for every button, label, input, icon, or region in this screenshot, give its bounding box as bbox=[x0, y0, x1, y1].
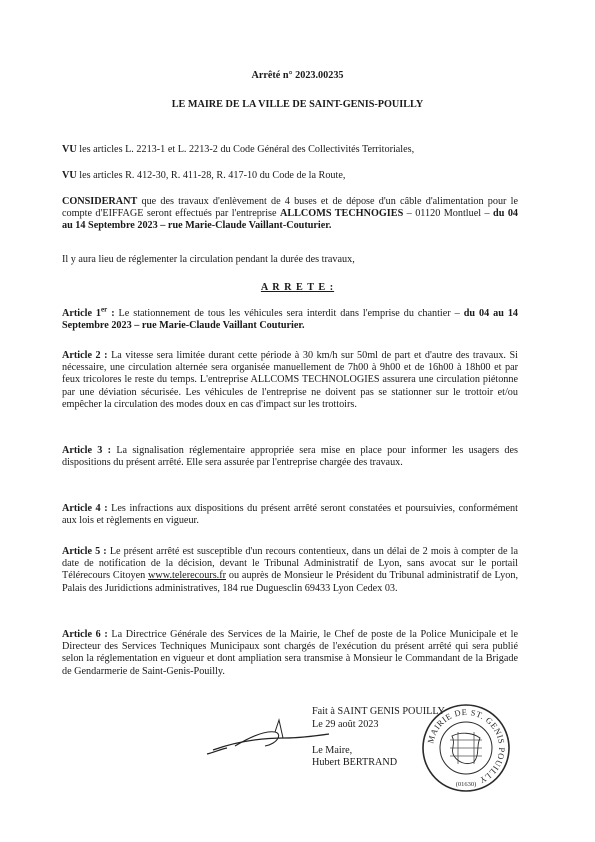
vu-label-2: VU bbox=[62, 170, 77, 181]
article-5-text-2: ou auprès de Monsieur le Président du Tribunal administratif de Lyon, Palais des Juridictions administratives, 184 rue Duguesclin 69433 Lyon Cedex 03. bbox=[62, 570, 518, 594]
article-1-sup: er bbox=[101, 305, 108, 314]
considerant-company: ALLCOMS TECHNOGIES bbox=[279, 208, 404, 220]
article-6 bbox=[62, 629, 518, 678]
article-4 bbox=[62, 503, 518, 527]
mairie-stamp bbox=[420, 702, 512, 794]
lieu-statement: Il y aura lieu de réglementer la circulation pendant la durée des travaux, bbox=[62, 254, 355, 265]
signature-name: Hubert BERTRAND bbox=[312, 757, 398, 768]
signature-role: Le Maire, bbox=[312, 745, 353, 756]
vu-label-1: VU bbox=[62, 144, 77, 155]
vu-clause-1 bbox=[62, 144, 518, 156]
signature-date: Le 29 août 2023 bbox=[312, 719, 379, 730]
arrete-heading bbox=[0, 282, 595, 294]
vu-1-rest: les articles L. 2213-1 et L. 2213-2 du Code Général des Collectivités Territoriales, bbox=[76, 144, 415, 155]
article-1-dates: du 04 au 14 Septembre 2023 – rue Marie-Claude Vaillant Couturier. bbox=[62, 308, 519, 332]
article-5-label: Article 5 : bbox=[62, 546, 107, 557]
considerant-clause bbox=[62, 196, 518, 233]
article-2-label: Article 2 : bbox=[62, 350, 108, 361]
article-3-text: La signalisation réglementaire appropriée sera mise en place pour informer les usagers des dispositions du présent arrêté. Elle sera assurée par l'entreprise chargée des travaux. bbox=[62, 445, 518, 469]
article-1-text: Le stationnement de tous les véhicules sera interdit dans l'emprise du chantier – bbox=[114, 308, 464, 319]
article-3-label: Article 3 : bbox=[62, 445, 112, 456]
article-2 bbox=[62, 350, 518, 411]
telerecours-link[interactable]: www.telerecours.fr bbox=[148, 570, 227, 582]
article-1 bbox=[62, 305, 519, 332]
considerant-text-1: que des travaux d'enlèvement de 4 buses et de dépose d'un câble d'alimentation pour le compte d'EIFFAGE seront effectués par l'entreprise bbox=[62, 196, 518, 220]
article-3 bbox=[62, 445, 518, 469]
considerant-label: CONSIDERANT bbox=[62, 196, 138, 207]
considerant-text-2: – 01120 Montluel – bbox=[403, 208, 494, 220]
arrete-heading-text: A R R E T E : bbox=[260, 282, 335, 293]
vu-clause-2 bbox=[62, 170, 518, 182]
maire-title: LE MAIRE DE LA VILLE DE SAINT-GENIS-POUILLY bbox=[171, 99, 424, 110]
considerant-dates: du 04 au 14 Septembre 2023 – rue Marie-Claude Vaillant-Couturier. bbox=[62, 208, 518, 232]
arrete-number: Arrêté n° 2023.00235 bbox=[251, 70, 344, 81]
article-4-text: Les infractions aux dispositions du présent arrêté seront constatées et poursuivies, conformément aux lois et règlements en vigueur. bbox=[62, 503, 518, 527]
stamp-code: (01630) bbox=[455, 781, 477, 788]
signature-place: Fait à SAINT GENIS POUILLY bbox=[312, 706, 445, 717]
article-6-text: La Directrice Générale des Services de la Mairie, le Chef de poste de la Police Municipale et le Directeur des Services Techniques Municipaux sont chargés de l'exécution du présent arrêté qui sera publié selon la réglementation en vigueur et dont ampliation sera transmise à Monsieur le Commandant de la Brigade de Gendarmerie de Saint-Genis-Pouilly. bbox=[62, 629, 519, 677]
article-5-text-1: Le présent arrêté est susceptible d'un recours contentieux, dans un délai de 2 mois à compter de la date de notification de la décision, devant le Tribunal Administratif de Lyon, sans avocat sur le portail Télérecours Citoyen bbox=[62, 546, 518, 582]
article-5 bbox=[62, 546, 518, 595]
vu-2-rest: les articles R. 412-30, R. 411-28, R. 417-10 du Code de la Route, bbox=[76, 170, 346, 181]
article-4-label: Article 4 : bbox=[62, 503, 108, 514]
stamp-text: MAIRIE DE ST. GENIS POUILLY bbox=[425, 706, 508, 786]
article-1-label bbox=[62, 305, 115, 319]
article-1-colon: : bbox=[107, 308, 115, 319]
article-6-label: Article 6 : bbox=[62, 629, 108, 640]
article-2-text: La vitesse sera limitée durant cette période à 30 km/h sur 50ml de part et d'autre des travaux. Si nécessaire, une circulation alternée sera organisée manuellement de 7h00 à 9h00 et de 16h00 à 18h00 et par feux tricolores le reste du temps. L'entreprise ALLCOMS TECHNOLOGIES assurera une circulation piétonne par une déviation sécurisée. Les véhicules de l'entreprise ne doivent pas se stationner sur le trottoir et/ou empêcher la circulation des modes doux en cas d'impact sur les trottoirs. bbox=[62, 350, 518, 410]
article-1-label-text: Article 1 bbox=[62, 308, 102, 319]
handwritten-signature bbox=[205, 712, 335, 762]
